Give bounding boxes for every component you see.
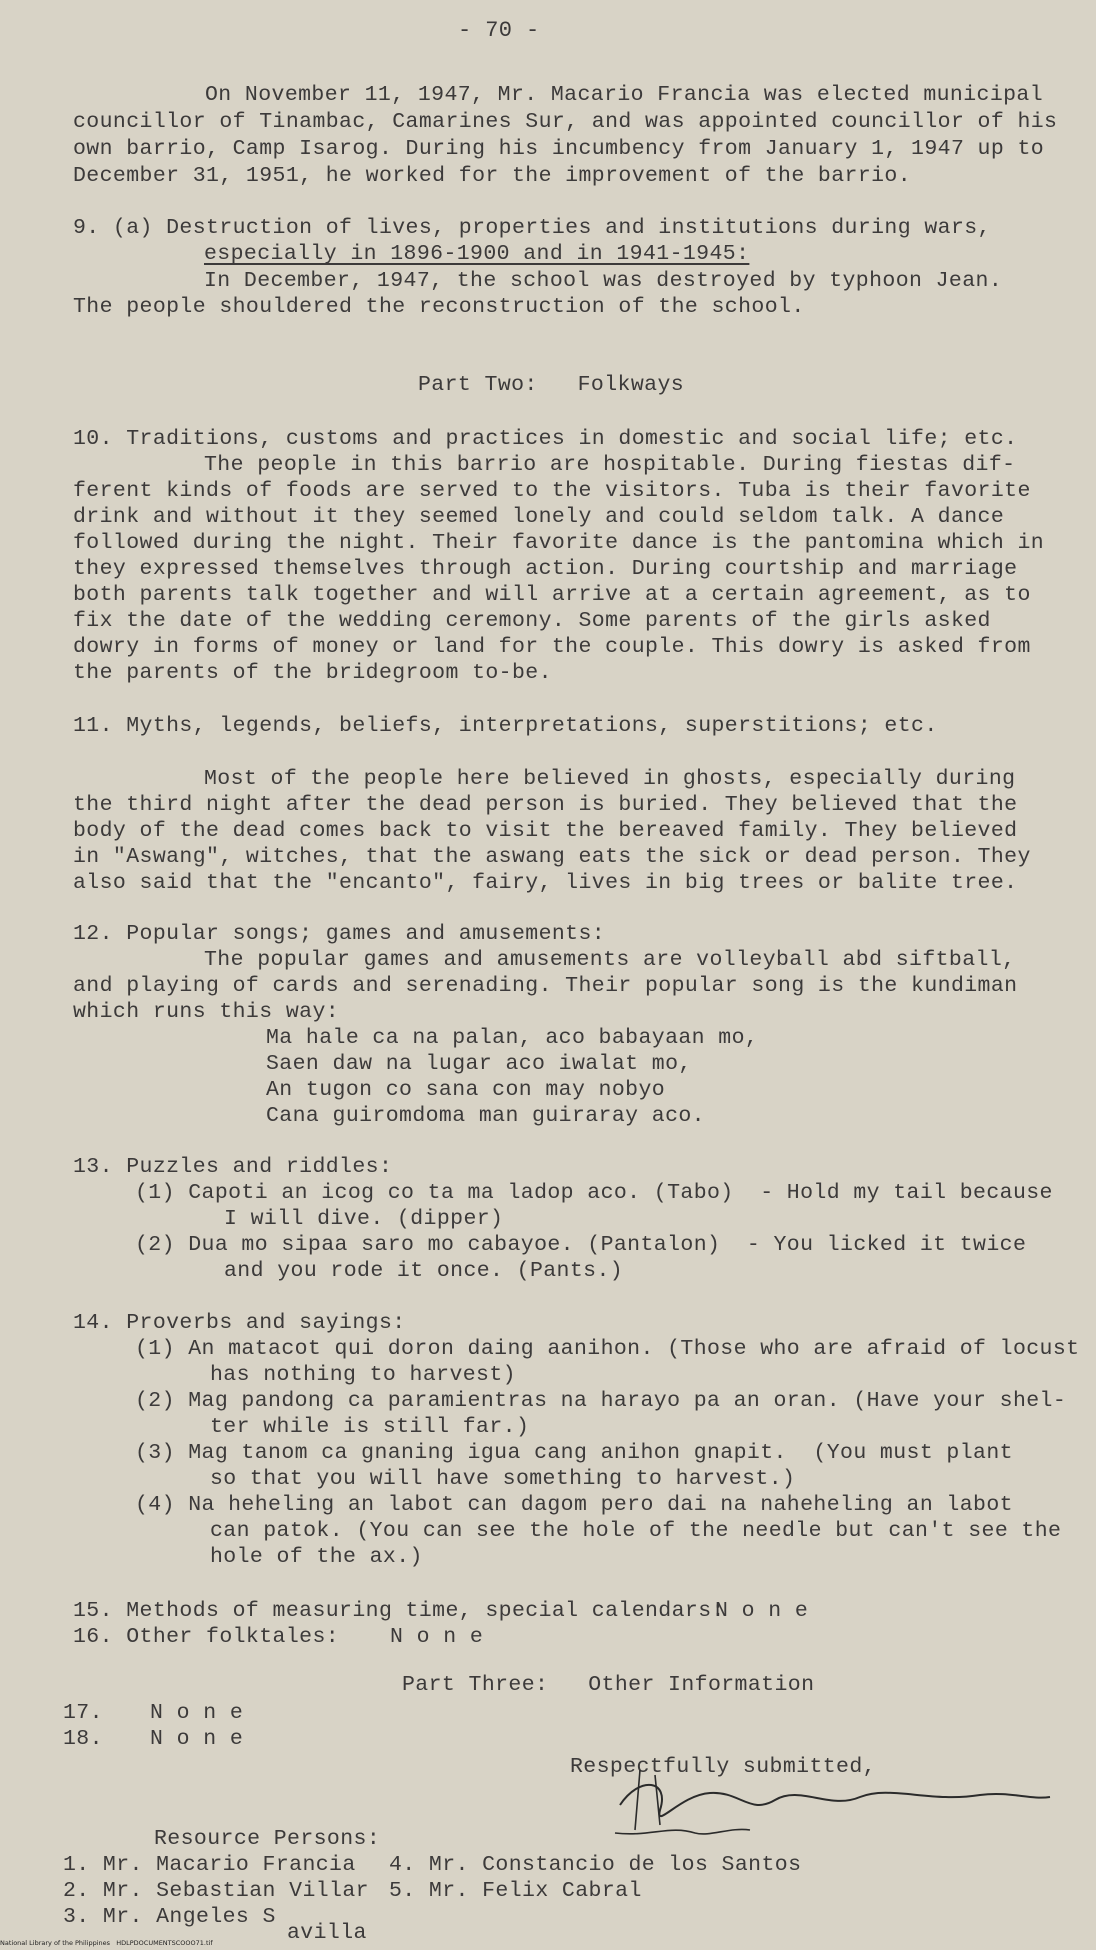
song-line: Cana guiromdoma man guiraray aco. bbox=[266, 1104, 705, 1128]
part-two-heading: Part Two: Folkways bbox=[418, 373, 685, 397]
footer-caption: National Library of the Philippines HDLPDOCUMENTSCOOO71.tif bbox=[0, 1939, 213, 1947]
section-12-heading: 12. Popular songs; games and amusements: bbox=[73, 922, 606, 946]
resource-heading: Resource Persons: bbox=[154, 1827, 381, 1851]
riddle-line: I will dive. (dipper) bbox=[224, 1207, 504, 1231]
resource-person: 4. Mr. Constancio de los Santos bbox=[389, 1853, 802, 1877]
proverb-line: (1) An matacot qui doron daing aanihon. (Those who are afraid of locust bbox=[135, 1337, 1080, 1361]
section-10-line: drink and without it they seemed lonely and could seldom talk. A dance bbox=[73, 505, 1005, 529]
page-number: - 70 - bbox=[458, 18, 540, 43]
section-18-value: N o n e bbox=[150, 1727, 244, 1751]
section-9-line: The people shouldered the reconstruction of the school. bbox=[73, 295, 805, 319]
section-9-line: In December, 1947, the school was destroyed by typhoon Jean. bbox=[204, 269, 1003, 293]
resource-person: 5. Mr. Felix Cabral bbox=[389, 1879, 642, 1903]
resource-person-cont: avilla bbox=[287, 1921, 367, 1945]
section-16-value: N o n e bbox=[390, 1625, 484, 1649]
section-14-heading: 14. Proverbs and sayings: bbox=[73, 1311, 406, 1335]
handwritten-signature bbox=[600, 1755, 1060, 1850]
section-13-heading: 13. Puzzles and riddles: bbox=[73, 1155, 393, 1179]
section-12-line: and playing of cards and serenading. Their popular song is the kundiman bbox=[73, 974, 1018, 998]
section-10-line: both parents talk together and will arrive at a certain agreement, as to bbox=[73, 583, 1031, 607]
section-11-line: also said that the "encanto", fairy, lives in big trees or balite tree. bbox=[73, 871, 1018, 895]
section-10-line: dowry in forms of money or land for the couple. This dowry is asked from bbox=[73, 635, 1031, 659]
section-10-line: the parents of the bridegroom to-be. bbox=[73, 661, 552, 685]
section-17-value: N o n e bbox=[150, 1701, 244, 1725]
resource-person: 3. Mr. Angeles S bbox=[63, 1905, 276, 1929]
section-10-line: they expressed themselves through action. During courtship and marriage bbox=[73, 557, 1018, 581]
riddle-line: (1) Capoti an icog co ta ma ladop aco. (Tabo) - Hold my tail because bbox=[135, 1181, 1053, 1205]
riddle-line: and you rode it once. (Pants.) bbox=[224, 1259, 624, 1283]
intro-line: own barrio, Camp Isarog. During his incumbency from January 1, 1947 up to bbox=[73, 137, 1045, 161]
section-15-heading: 15. Methods of measuring time, special calendars: bbox=[73, 1599, 725, 1623]
section-10-heading: 10. Traditions, customs and practices in domestic and social life; etc. bbox=[73, 427, 1018, 451]
song-line: An tugon co sana con may nobyo bbox=[266, 1078, 666, 1102]
proverb-line: has nothing to harvest) bbox=[210, 1363, 516, 1387]
section-12-line: The popular games and amusements are volleyball abd siftball, bbox=[204, 948, 1016, 972]
section-15-value: N o n e bbox=[715, 1599, 809, 1623]
section-11-line: the third night after the dead person is buried. They believed that the bbox=[73, 793, 1018, 817]
section-12-line: which runs this way: bbox=[73, 1000, 340, 1024]
section-9-heading: 9. (a) Destruction of lives, properties and institutions during wars, bbox=[73, 216, 991, 240]
proverb-line: (2) Mag pandong ca paramientras na harayo pa an oran. (Have your shel- bbox=[135, 1389, 1067, 1413]
section-10-line: followed during the night. Their favorite dance is the pantomina which in bbox=[73, 531, 1045, 555]
proverb-line: (4) Na heheling an labot can dagom pero dai na naheheling an labot bbox=[135, 1493, 1013, 1517]
proverb-line: so that you will have something to harvest.) bbox=[210, 1467, 796, 1491]
closing: Respectfully submitted, bbox=[570, 1755, 876, 1779]
resource-person: 1. Mr. Macario Francia bbox=[63, 1853, 356, 1877]
section-10-line: The people in this barrio are hospitable. During fiestas dif- bbox=[204, 453, 1016, 477]
proverb-line: ter while is still far.) bbox=[210, 1415, 530, 1439]
section-9-heading-cont: especially in 1896-1900 and in 1941-1945: bbox=[204, 242, 750, 266]
section-10-line: ferent kinds of foods are served to the visitors. Tuba is their favorite bbox=[73, 479, 1031, 503]
intro-line: councillor of Tinambac, Camarines Sur, and was appointed councillor of his bbox=[73, 110, 1058, 134]
section-11-line: Most of the people here believed in ghosts, especially during bbox=[204, 767, 1016, 791]
section-11-line: in "Aswang", witches, that the aswang eats the sick or dead person. They bbox=[73, 845, 1031, 869]
intro-line: On November 11, 1947, Mr. Macario Francia was elected municipal bbox=[205, 83, 1044, 107]
part-three-heading: Part Three: Other Information bbox=[402, 1673, 815, 1697]
section-18-number: 18. bbox=[63, 1727, 103, 1751]
proverb-line: can patok. (You can see the hole of the needle but can't see the bbox=[210, 1519, 1062, 1543]
section-17-number: 17. bbox=[63, 1701, 103, 1725]
section-11-heading: 11. Myths, legends, beliefs, interpretations, superstitions; etc. bbox=[73, 714, 938, 738]
song-line: Saen daw na lugar aco iwalat mo, bbox=[266, 1052, 692, 1076]
intro-line: December 31, 1951, he worked for the improvement of the barrio. bbox=[73, 164, 912, 188]
proverb-line: (3) Mag tanom ca gnaning igua cang anihon gnapit. (You must plant bbox=[135, 1441, 1013, 1465]
resource-person: 2. Mr. Sebastian Villar bbox=[63, 1879, 369, 1903]
proverb-line: hole of the ax.) bbox=[210, 1545, 423, 1569]
section-11-line: body of the dead comes back to visit the bereaved family. They believed bbox=[73, 819, 1018, 843]
song-line: Ma hale ca na palan, aco babayaan mo, bbox=[266, 1026, 759, 1050]
section-16-heading: 16. Other folktales: bbox=[73, 1625, 340, 1649]
riddle-line: (2) Dua mo sipaa saro mo cabayoe. (Pantalon) - You licked it twice bbox=[135, 1233, 1027, 1257]
section-10-line: fix the date of the wedding ceremony. Some parents of the girls asked bbox=[73, 609, 991, 633]
